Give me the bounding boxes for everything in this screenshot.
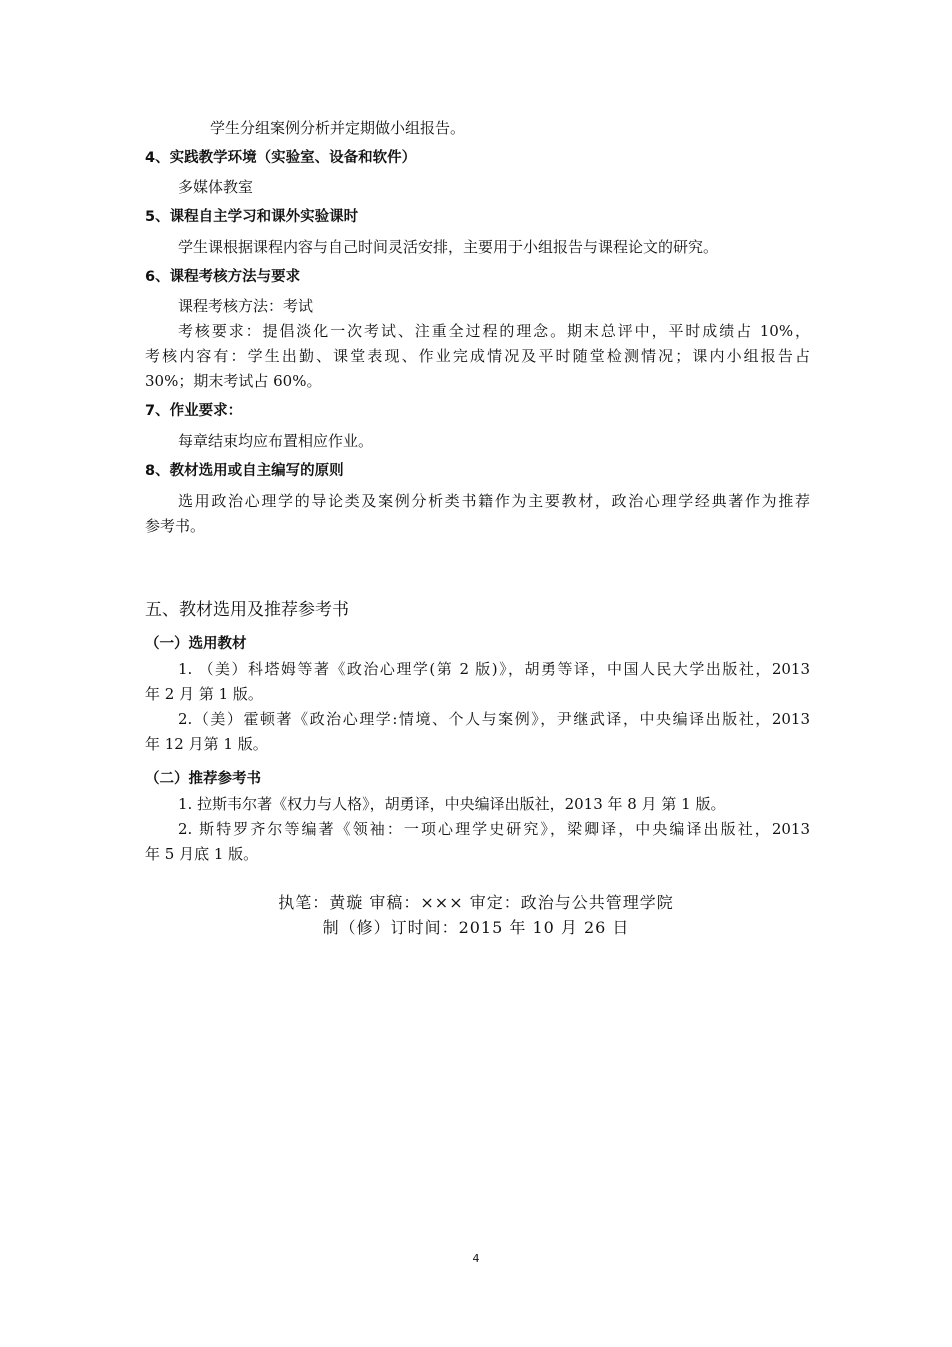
- textbook-item-2: 2.（美）霍顿著《政治心理学:情境、个人与案例》，尹继武译，中央编译出版社，2013: [178, 710, 810, 728]
- paragraph-line: 考核要求：提倡淡化一次考试、注重全过程的理念。期末总评中，平时成绩占 10%，: [178, 322, 810, 340]
- textbook-item-1: 1. （美）科塔姆等著《政治心理学(第 2 版)》，胡勇等译，中国人民大学出版社，2013: [178, 660, 810, 678]
- chapter-heading-5: 五、教材选用及推荐参考书: [145, 600, 349, 620]
- reference-item-2-cont: 年 5 月底 1 版。: [145, 845, 259, 863]
- signature-date: 制（修）订时间：2015 年 10 月 26 日: [322, 918, 630, 937]
- subheading-textbooks: （一）选用教材: [145, 636, 247, 652]
- paragraph-line: 课程考核方法：考试: [178, 297, 314, 315]
- paragraph-line: 多媒体教室: [178, 178, 254, 196]
- subheading-references: （二）推荐参考书: [145, 771, 261, 787]
- paragraph-line: 30%；期末考试占 60%。: [145, 372, 322, 390]
- textbook-item-2-cont: 年 12 月第 1 版。: [145, 735, 268, 753]
- paragraph-line: 选用政治心理学的导论类及案例分析类书籍作为主要教材，政治心理学经典著作为推荐: [178, 492, 810, 510]
- paragraph-line: 每章结束均应布置相应作业。: [178, 432, 374, 450]
- textbook-item-1-cont: 年 2 月 第 1 版。: [145, 685, 263, 703]
- paragraph-line: 考核内容有：学生出勤、课堂表现、作业完成情况及平时随堂检测情况；课内小组报告占: [145, 347, 810, 365]
- section-heading-7: 7、作业要求：: [145, 403, 243, 419]
- section-heading-4: 4、实践教学环境（实验室、设备和软件）: [145, 150, 417, 166]
- paragraph-line: 学生分组案例分析并定期做小组报告。: [210, 119, 466, 137]
- reference-item-1: 1. 拉斯韦尔著《权力与人格》，胡勇译，中央编译出版社，2013 年 8 月 第 1 版。: [178, 795, 726, 813]
- reference-item-2: 2. 斯特罗齐尔等编著《领袖：一项心理学史研究》，梁卿译，中央编译出版社，2013: [178, 820, 810, 838]
- page-number: 4: [472, 1252, 480, 1265]
- paragraph-line: 参考书。: [145, 517, 206, 535]
- paragraph-line: 学生课根据课程内容与自己时间灵活安排，主要用于小组报告与课程论文的研究。: [178, 238, 719, 256]
- signature-authors: 执笔：黄璇 审稿：××× 审定：政治与公共管理学院: [278, 893, 674, 912]
- section-heading-8: 8、教材选用或自主编写的原则: [145, 463, 344, 479]
- section-heading-6: 6、课程考核方法与要求: [145, 269, 301, 285]
- section-heading-5: 5、课程自主学习和课外实验课时: [145, 209, 359, 225]
